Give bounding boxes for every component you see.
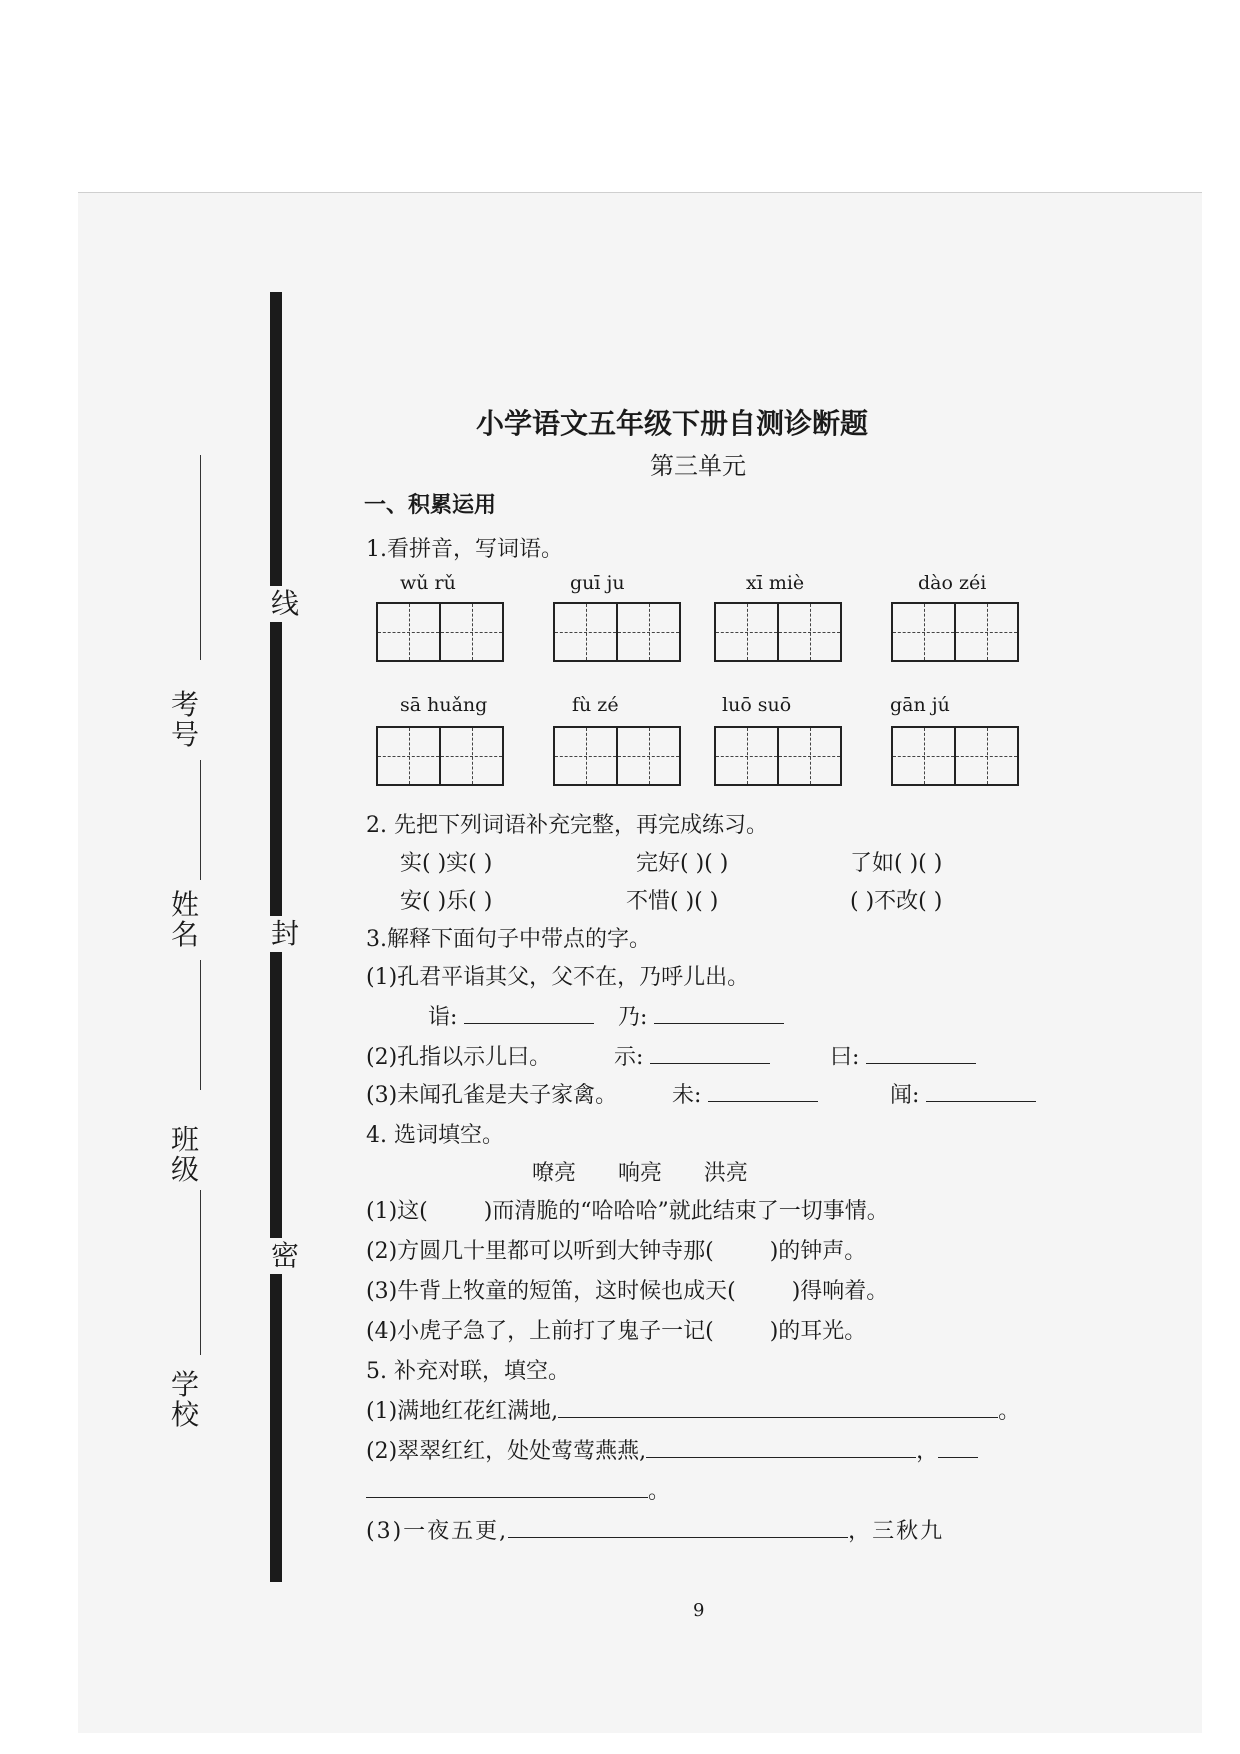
q3-sentence: (3)未闻孔雀是夫子家禽。 — [366, 1083, 618, 1108]
pinyin-label: luō suō — [722, 694, 792, 716]
pinyin-label: guī ju — [570, 572, 625, 594]
answer-blank[interactable] — [926, 1079, 1036, 1102]
tianzige-box[interactable] — [714, 602, 842, 662]
q4-sentence[interactable]: (4)小虎子急了，上前打了鬼子一记( )的耳光。 — [366, 1319, 867, 1344]
q3-term: 示: — [614, 1040, 770, 1071]
q2-item[interactable]: 不惜( )( ) — [626, 889, 719, 914]
answer-blank[interactable] — [558, 1395, 998, 1418]
answer-blank[interactable] — [650, 1041, 770, 1064]
q3-term: 乃: — [618, 1000, 784, 1031]
xuexiao-line — [200, 1190, 201, 1355]
tianzige-box[interactable] — [376, 726, 504, 786]
q3-prompt: 3.解释下面句子中带点的字。 — [366, 927, 651, 952]
q5-prompt: 5. 补充对联，填空。 — [366, 1359, 570, 1384]
seal-mi: 密 — [268, 1238, 302, 1274]
q4-sentence[interactable]: (3)牛背上牧童的短笛，这时候也成天( )得响着。 — [366, 1279, 889, 1304]
tianzige-box[interactable] — [891, 602, 1019, 662]
tianzige-box[interactable] — [553, 602, 681, 662]
page-number: 9 — [693, 1600, 705, 1621]
pinyin-label: wǔ rǔ — [400, 572, 456, 594]
answer-blank[interactable] — [708, 1079, 818, 1102]
answer-blank[interactable] — [646, 1435, 916, 1458]
q3-sentence: (2)孔指以示儿曰。 — [366, 1045, 552, 1070]
pinyin-label: dào zéi — [918, 572, 987, 594]
q4-sentence[interactable]: (2)方圆几十里都可以听到大钟寺那( )的钟声。 — [366, 1239, 867, 1264]
pinyin-label: sā huǎng — [400, 694, 488, 716]
pinyin-label: gān jú — [890, 694, 950, 716]
q5-couplet: (1)满地红花红满地, 。 — [366, 1394, 1020, 1425]
answer-blank[interactable] — [866, 1041, 976, 1064]
answer-blank[interactable] — [464, 1001, 594, 1024]
section-heading: 一、积累运用 — [364, 493, 497, 518]
q3-sentence: (1)孔君平诣其父，父不在，乃呼儿出。 — [366, 965, 750, 990]
exam-subtitle: 第三单元 — [650, 452, 746, 480]
kaohao-line — [200, 455, 201, 660]
q2-item[interactable]: 安( )乐( ) — [400, 889, 493, 914]
q4-word-choices: 嘹亮 响亮 洪亮 — [532, 1161, 748, 1186]
xingming-line — [200, 760, 201, 880]
banji-line — [200, 960, 201, 1090]
exam-title: 小学语文五年级下册自测诊断题 — [476, 407, 869, 440]
seal-xian: 线 — [268, 586, 302, 622]
q3-term: 曰: — [830, 1040, 976, 1071]
xuexiao-label: 学校 — [170, 1368, 199, 1431]
q4-prompt: 4. 选词填空。 — [366, 1123, 504, 1148]
kaohao-label: 考号 — [170, 688, 199, 751]
q2-item[interactable]: ( )不改( ) — [850, 889, 943, 914]
answer-blank[interactable] — [938, 1435, 978, 1458]
q5-couplet-continued: 。 — [366, 1474, 670, 1505]
pinyin-label: xī miè — [746, 572, 805, 594]
q4-sentence[interactable]: (1)这( )而清脆的“哈哈哈”就此结束了一切事情。 — [366, 1199, 889, 1224]
banji-label: 班级 — [170, 1123, 199, 1186]
q5-couplet: (3)一夜五更, ，三秋九 — [366, 1514, 944, 1545]
answer-blank[interactable] — [366, 1475, 648, 1498]
tianzige-box[interactable] — [891, 726, 1019, 786]
tianzige-box[interactable] — [553, 726, 681, 786]
q2-item[interactable]: 实( )实( ) — [400, 851, 493, 876]
q2-prompt: 2. 先把下列词语补充完整，再完成练习。 — [366, 813, 768, 838]
pinyin-label: fù zé — [572, 694, 619, 716]
answer-blank[interactable] — [508, 1515, 848, 1538]
xingming-label: 姓名 — [170, 888, 199, 951]
q3-term: 诣: — [428, 1000, 594, 1031]
q1-prompt: 1.看拼音，写词语。 — [366, 537, 563, 562]
q3-term: 未: — [672, 1078, 818, 1109]
q2-item[interactable]: 了如( )( ) — [850, 851, 943, 876]
tianzige-box[interactable] — [714, 726, 842, 786]
tianzige-box[interactable] — [376, 602, 504, 662]
q5-couplet: (2)翠翠红红，处处莺莺燕燕, ， — [366, 1434, 978, 1465]
answer-blank[interactable] — [654, 1001, 784, 1024]
q3-term: 闻: — [890, 1078, 1036, 1109]
seal-feng: 封 — [268, 916, 302, 952]
q2-item[interactable]: 完好( )( ) — [636, 851, 729, 876]
